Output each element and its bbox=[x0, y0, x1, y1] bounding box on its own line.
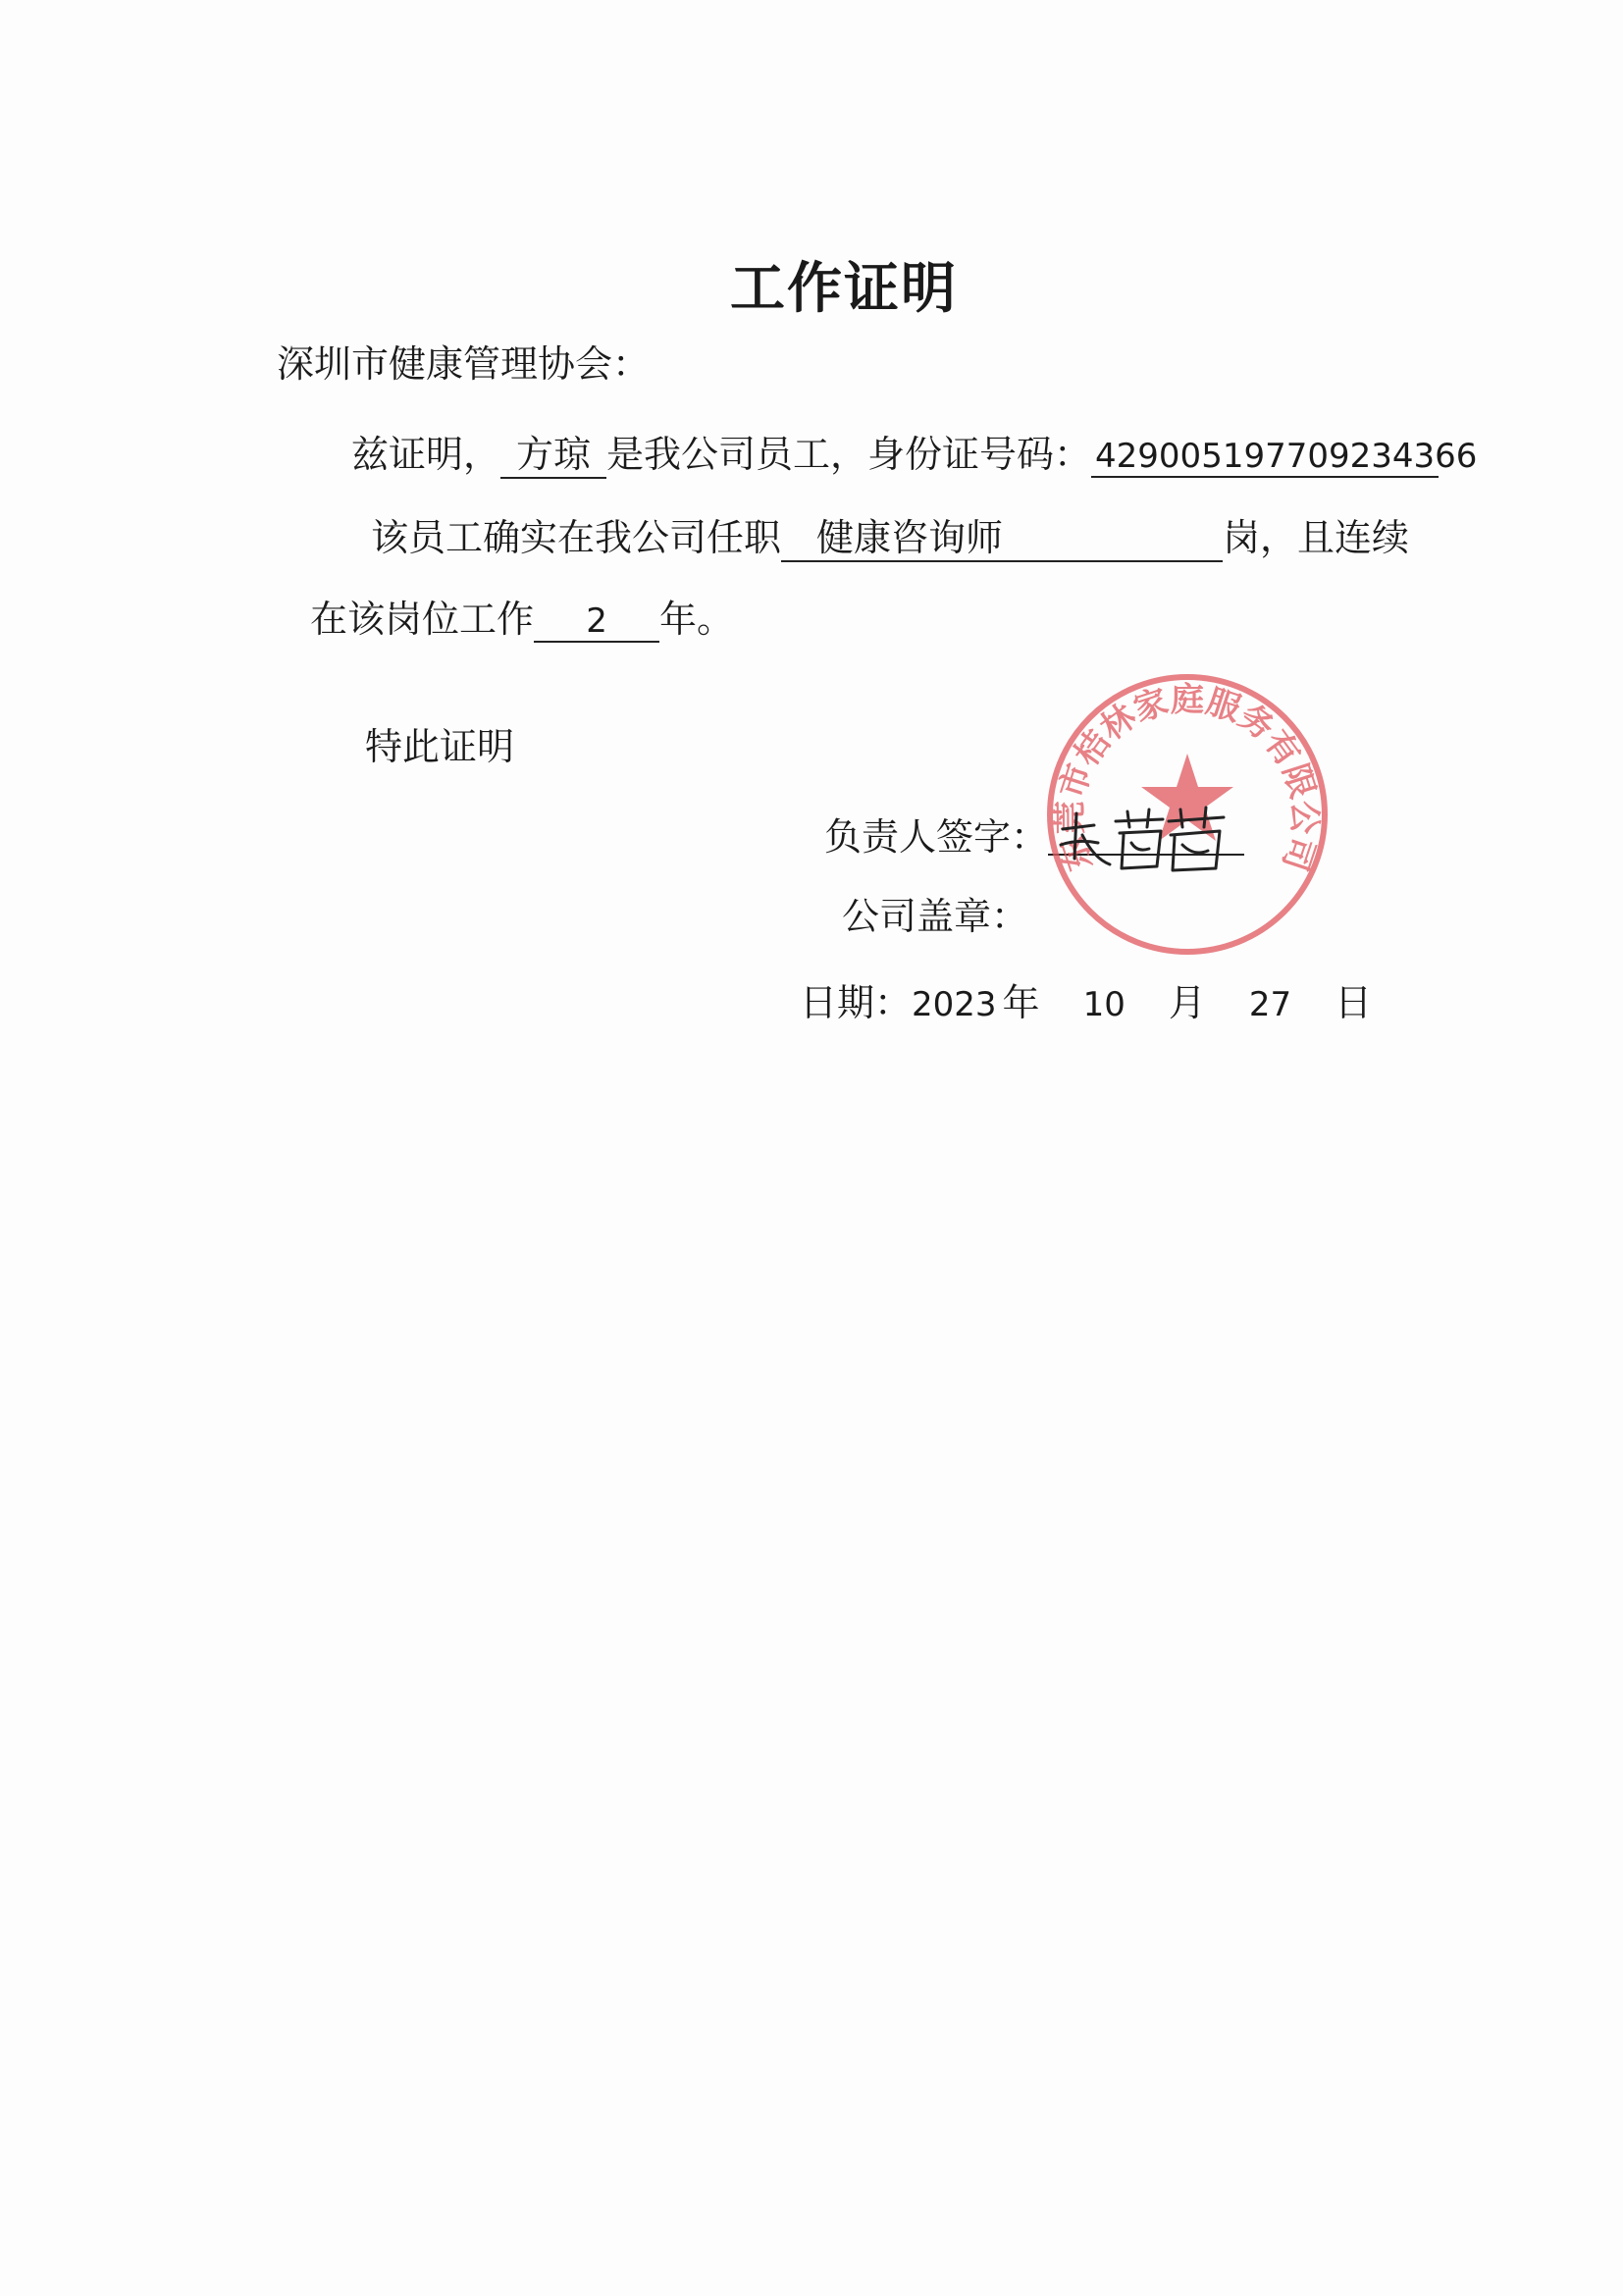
document-title: 工作证明 bbox=[730, 256, 958, 321]
date-day: 27 bbox=[1248, 985, 1292, 1024]
date-month: 10 bbox=[1082, 985, 1126, 1024]
years-prefix: 在该岗位工作 bbox=[310, 598, 535, 641]
position-title: 健康咨询师 bbox=[781, 517, 1223, 562]
years-suffix: 年。 bbox=[659, 598, 735, 641]
statement-middle: 是我公司员工，身份证号码： bbox=[606, 433, 1092, 476]
position-prefix: 该员工确实在我公司任职 bbox=[371, 516, 782, 559]
closing-text: 特此证明 bbox=[365, 725, 515, 768]
date-row bbox=[800, 981, 1373, 1024]
seal-label: 公司盖章： bbox=[842, 895, 1029, 938]
date-day-unit: 日 bbox=[1335, 981, 1373, 1024]
addressee: 深圳市健康管理协会： bbox=[277, 342, 651, 386]
date-month-unit: 月 bbox=[1168, 981, 1206, 1024]
statement-line-3 bbox=[310, 600, 734, 643]
date-year-unit: 年 bbox=[1002, 981, 1040, 1024]
employee-name: 方琼 bbox=[500, 434, 606, 479]
statement-line-2 bbox=[371, 517, 1409, 562]
statement-prefix: 兹证明， bbox=[351, 433, 501, 476]
signature-image bbox=[1055, 800, 1231, 878]
seal-text: 东莞市桔林家庭服务有限公司 bbox=[1050, 680, 1325, 876]
statement-line-1 bbox=[351, 433, 1478, 479]
date-year: 2023 bbox=[912, 985, 997, 1024]
date-label: 日期： bbox=[800, 981, 913, 1024]
years-count: 2 bbox=[534, 602, 659, 643]
signer-label: 负责人签字： bbox=[824, 815, 1049, 859]
id-number: 429005197709234366 bbox=[1091, 438, 1439, 478]
position-suffix: 岗，且连续 bbox=[1223, 516, 1410, 559]
